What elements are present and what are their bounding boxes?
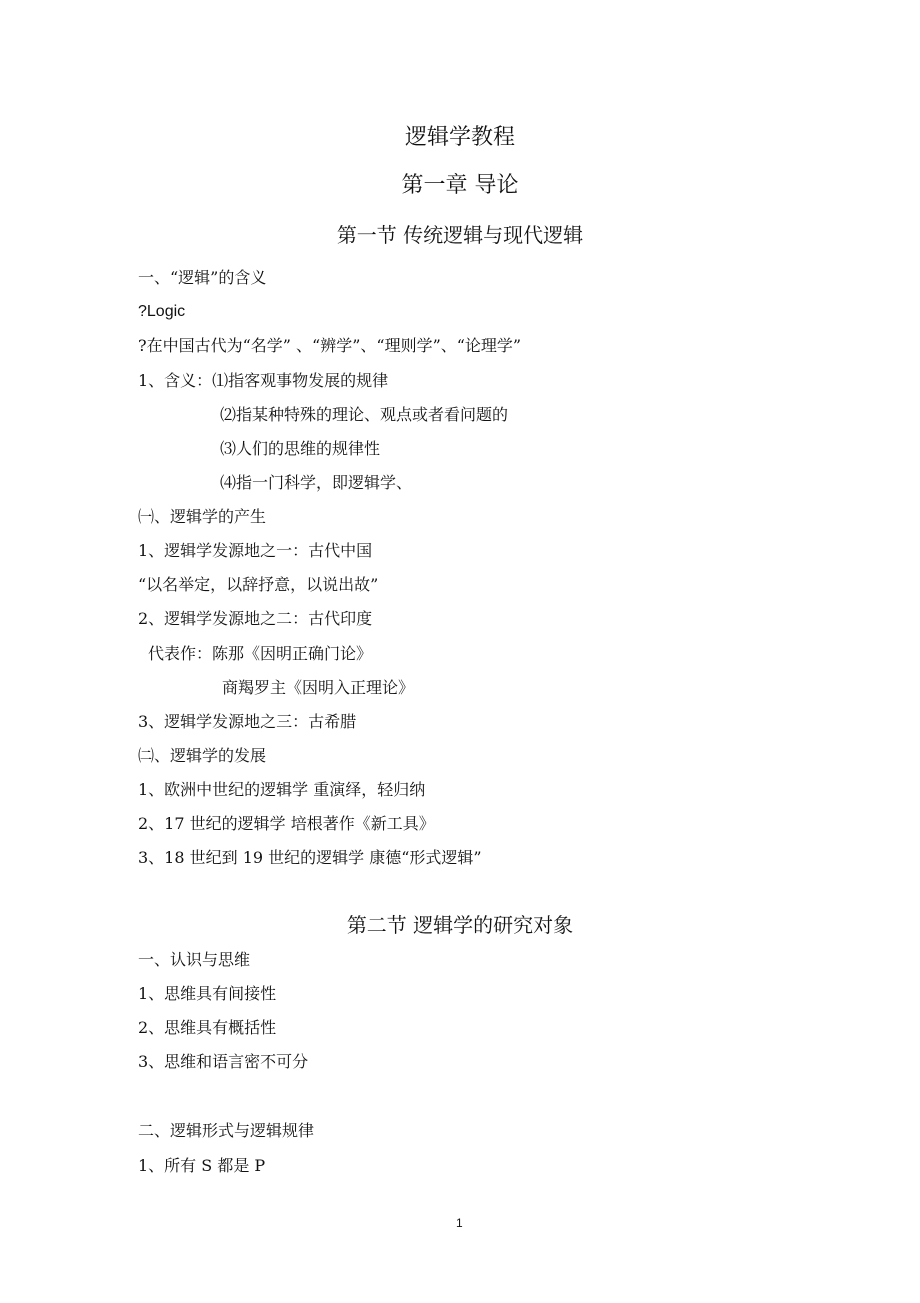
text-line: ?在中国古代为“名学” 、“辨学”、“理则学”、“论理学” — [138, 336, 522, 355]
text-line: ?Logic — [138, 303, 186, 320]
text-line: ㈠、逻辑学的产生 — [138, 507, 267, 526]
text-line: “以名举定，以辞抒意，以说出故” — [138, 575, 379, 594]
text-line: 一、认识与思维 — [138, 950, 251, 969]
document-title: 逻辑学教程 — [404, 125, 515, 150]
text-line: ⑷指一门科学，即逻辑学、 — [220, 473, 413, 492]
text-line: 二、逻辑形式与逻辑规律 — [138, 1121, 315, 1140]
text-line: 1、欧洲中世纪的逻辑学 重演绎，轻归纳 — [138, 780, 426, 799]
text-line: 1、所有 S 都是 P — [138, 1156, 266, 1175]
text-line: 2、17 世纪的逻辑学 培根著作《新工具》 — [138, 814, 435, 833]
text-line: 2、思维具有概括性 — [138, 1018, 277, 1037]
text-line: 3、18 世纪到 19 世纪的逻辑学 康德“形式逻辑” — [138, 848, 482, 867]
chapter-heading: 第一章 导论 — [401, 173, 519, 198]
text-line: 3、逻辑学发源地之三：古希腊 — [138, 712, 357, 731]
text-line: 3、思维和语言密不可分 — [138, 1052, 309, 1071]
text-line: 2、逻辑学发源地之二：古代印度 — [138, 609, 373, 628]
section-heading: 第一节 传统逻辑与现代逻辑 — [336, 223, 584, 247]
page-number: 1 — [456, 1216, 463, 1230]
text-line: 1、逻辑学发源地之一：古代中国 — [138, 541, 373, 560]
text-line: ㈡、逻辑学的发展 — [138, 746, 267, 765]
text-line: 代表作：陈那《因明正确门论》 — [148, 644, 373, 663]
text-line: ⑶人们的思维的规律性 — [220, 439, 381, 458]
text-line: 商羯罗主《因明入正理论》 — [222, 678, 415, 697]
text-line: 1、思维具有间接性 — [138, 984, 277, 1003]
text-line: ⑵指某种特殊的理论、观点或者看问题的 — [220, 405, 509, 424]
text-line: 1、含义：⑴指客观事物发展的规律 — [138, 371, 389, 390]
section-heading: 第二节 逻辑学的研究对象 — [346, 913, 574, 937]
text-line: 一、“逻辑”的含义 — [138, 268, 267, 287]
